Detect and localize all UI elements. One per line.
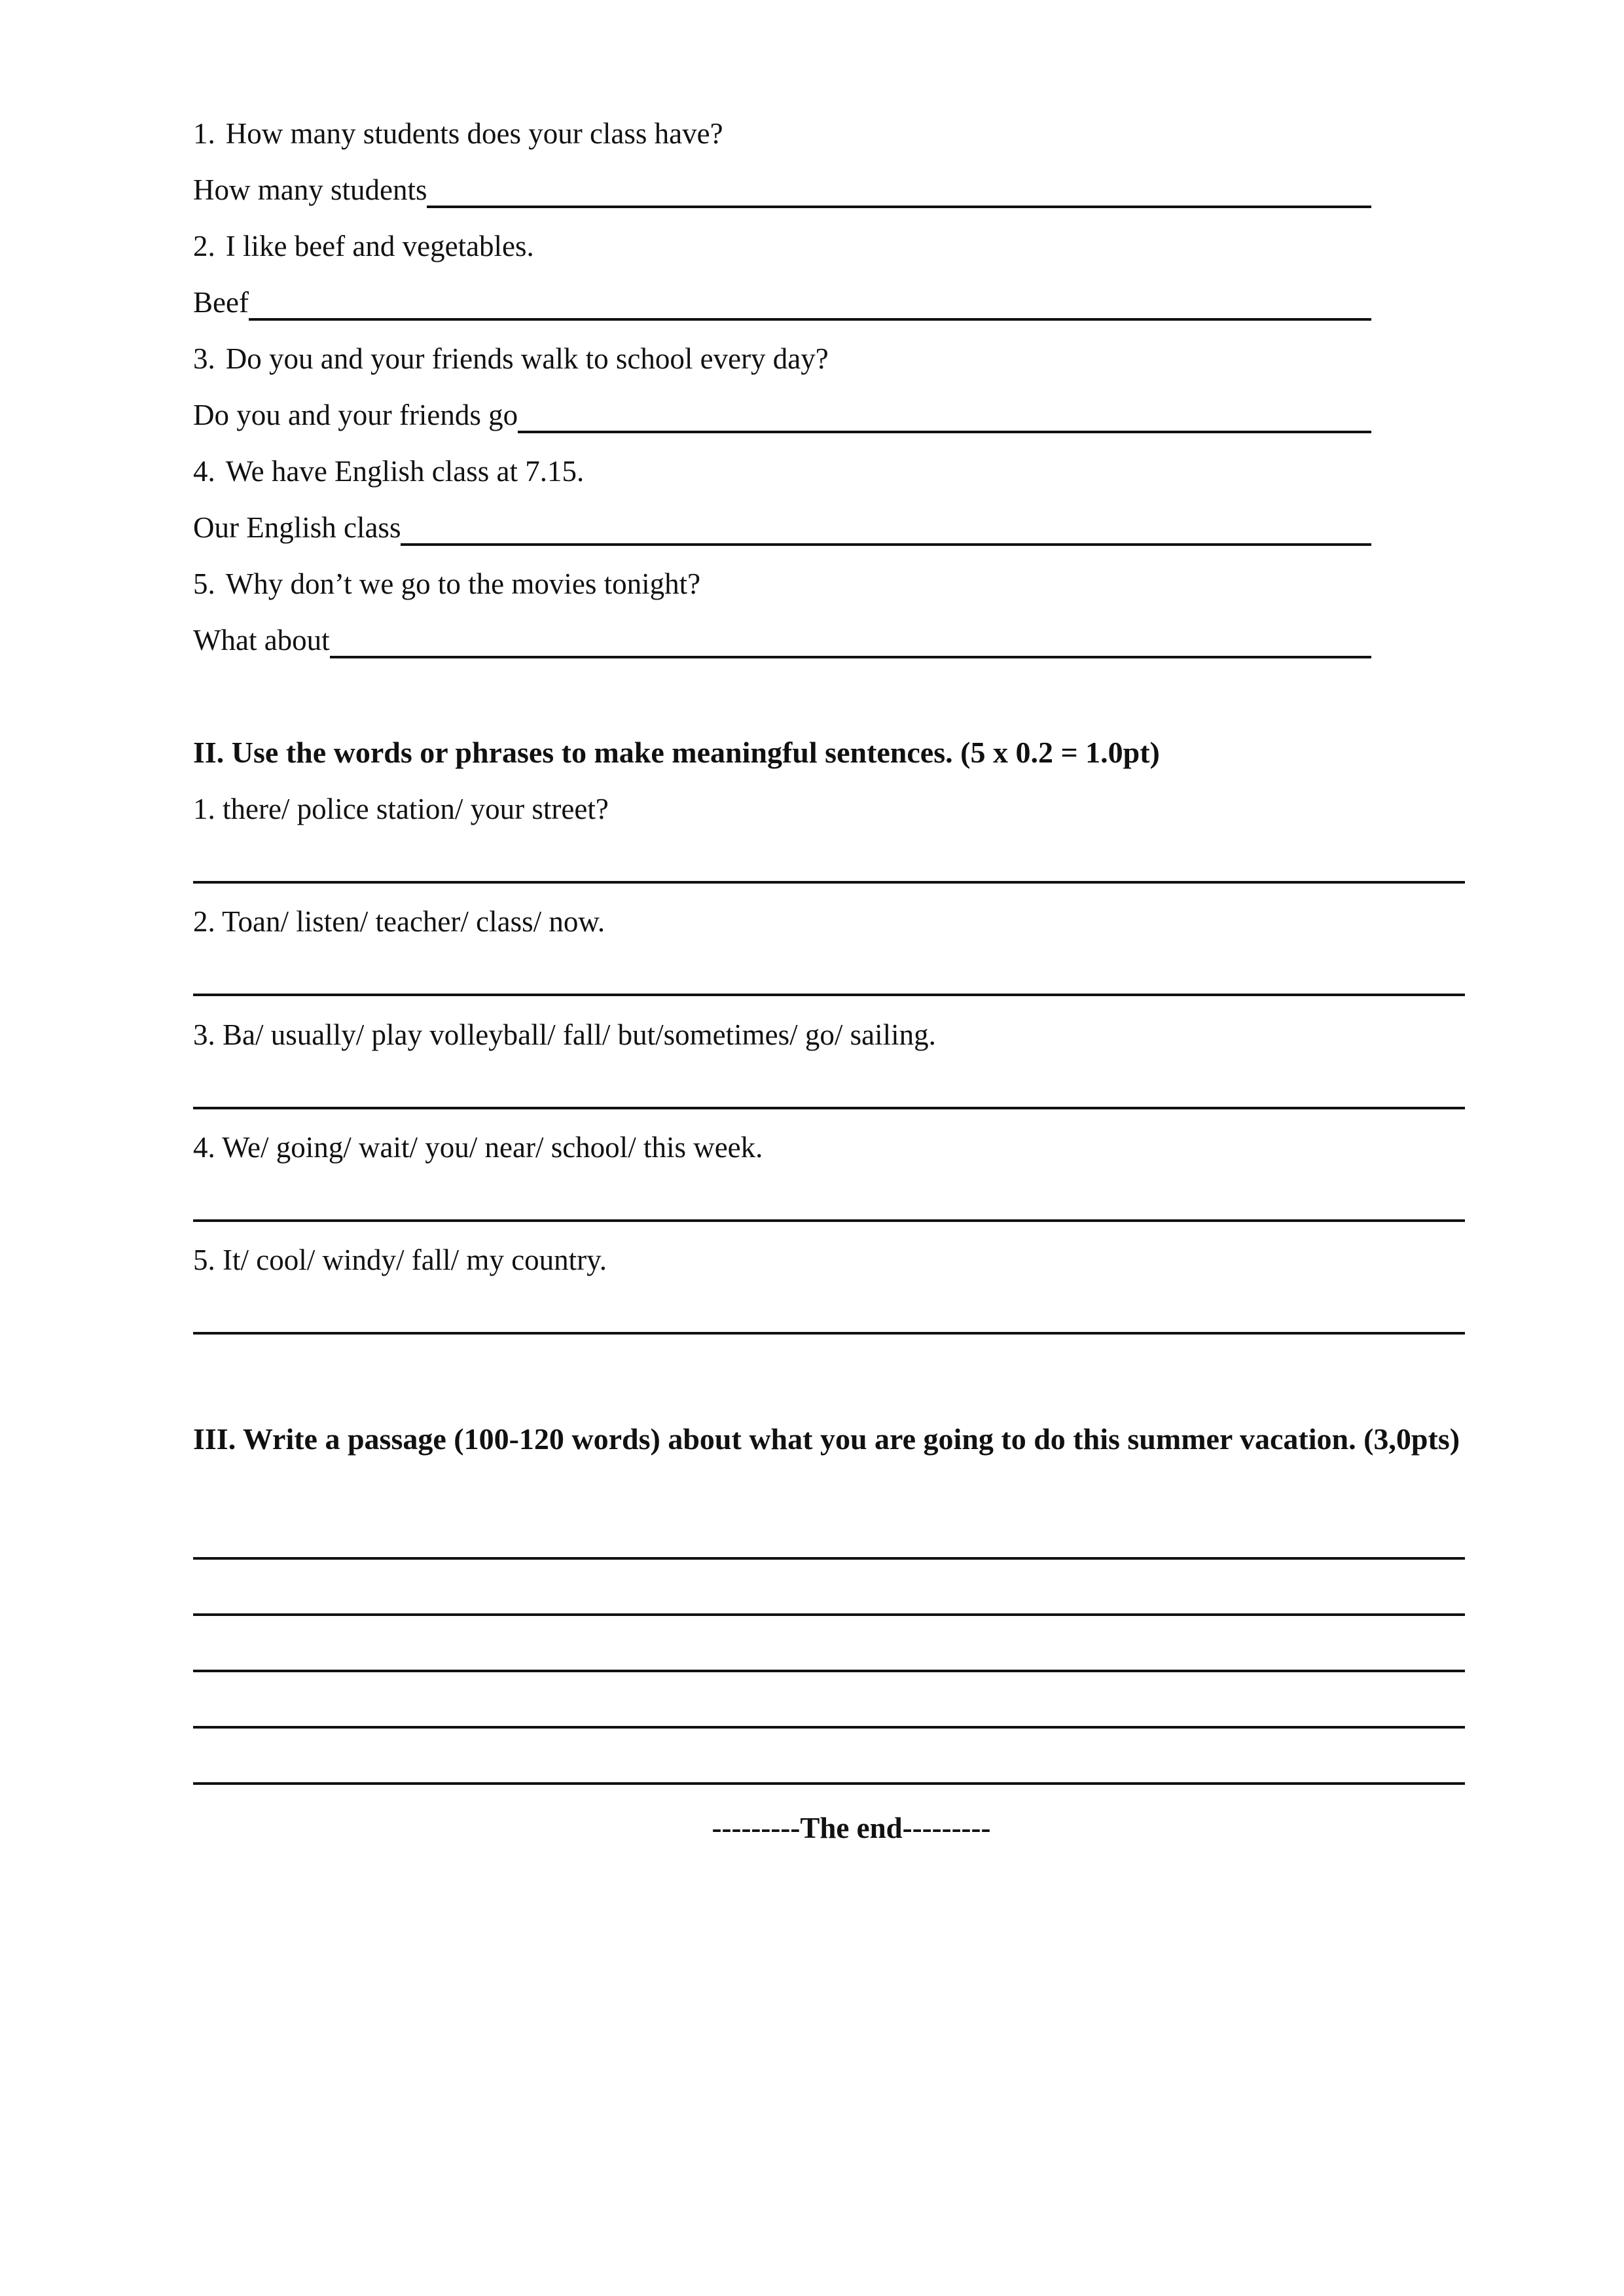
answer-line[interactable] xyxy=(193,1219,1465,1222)
rewrite-4[interactable] xyxy=(193,509,1371,546)
question-5: 5. Why don’t we go to the movies tonight? xyxy=(193,567,701,600)
rewrite-2[interactable] xyxy=(193,284,1371,321)
answer-line[interactable] xyxy=(193,994,1465,996)
section-3-heading: III. Write a passage (100-120 words) about what you are going to do this summer vacation. (3,0pts) xyxy=(193,1422,1460,1456)
rewrite-prompt: How many students xyxy=(193,173,427,206)
question-1: 1. How many students does your class have? xyxy=(193,117,723,150)
rewrite-prompt: Do you and your friends go xyxy=(193,399,518,431)
question-4: 4. We have English class at 7.15. xyxy=(193,455,585,488)
writing-line[interactable] xyxy=(193,1670,1465,1672)
writing-line[interactable] xyxy=(193,1726,1465,1729)
answer-line[interactable] xyxy=(193,1107,1465,1109)
writing-line[interactable] xyxy=(193,1557,1465,1560)
end-marker: ---------The end--------- xyxy=(712,1812,991,1844)
section-2-heading: II. Use the words or phrases to make meaningful sentences. (5 x 0.2 = 1.0pt) xyxy=(193,736,1160,769)
answer-line[interactable] xyxy=(193,1332,1465,1335)
answer-blank[interactable] xyxy=(518,401,1371,433)
writing-line[interactable] xyxy=(193,1613,1465,1616)
rewrite-prompt: Our English class xyxy=(193,511,401,544)
prompt-item-5: 5. It/ cool/ windy/ fall/ my country. xyxy=(193,1244,607,1276)
rewrite-1[interactable] xyxy=(193,171,1371,208)
prompt-item-1: 1. there/ police station/ your street? xyxy=(193,793,609,825)
prompt-item-4: 4. We/ going/ wait/ you/ near/ school/ this week. xyxy=(193,1131,763,1164)
answer-blank[interactable] xyxy=(427,175,1371,208)
question-3: 3. Do you and your friends walk to school every day? xyxy=(193,342,829,375)
answer-blank[interactable] xyxy=(249,288,1371,321)
rewrite-5[interactable] xyxy=(193,622,1371,658)
rewrite-prompt: What about xyxy=(193,624,330,656)
prompt-item-3: 3. Ba/ usually/ play volleyball/ fall/ but/sometimes/ go/ sailing. xyxy=(193,1018,936,1051)
question-2: 2. I like beef and vegetables. xyxy=(193,230,534,262)
answer-blank[interactable] xyxy=(330,626,1371,658)
prompt-item-2: 2. Toan/ listen/ teacher/ class/ now. xyxy=(193,905,605,938)
rewrite-3[interactable] xyxy=(193,397,1371,433)
answer-line[interactable] xyxy=(193,881,1465,884)
answer-blank[interactable] xyxy=(401,513,1371,546)
writing-line[interactable] xyxy=(193,1782,1465,1785)
rewrite-prompt: Beef xyxy=(193,286,249,319)
